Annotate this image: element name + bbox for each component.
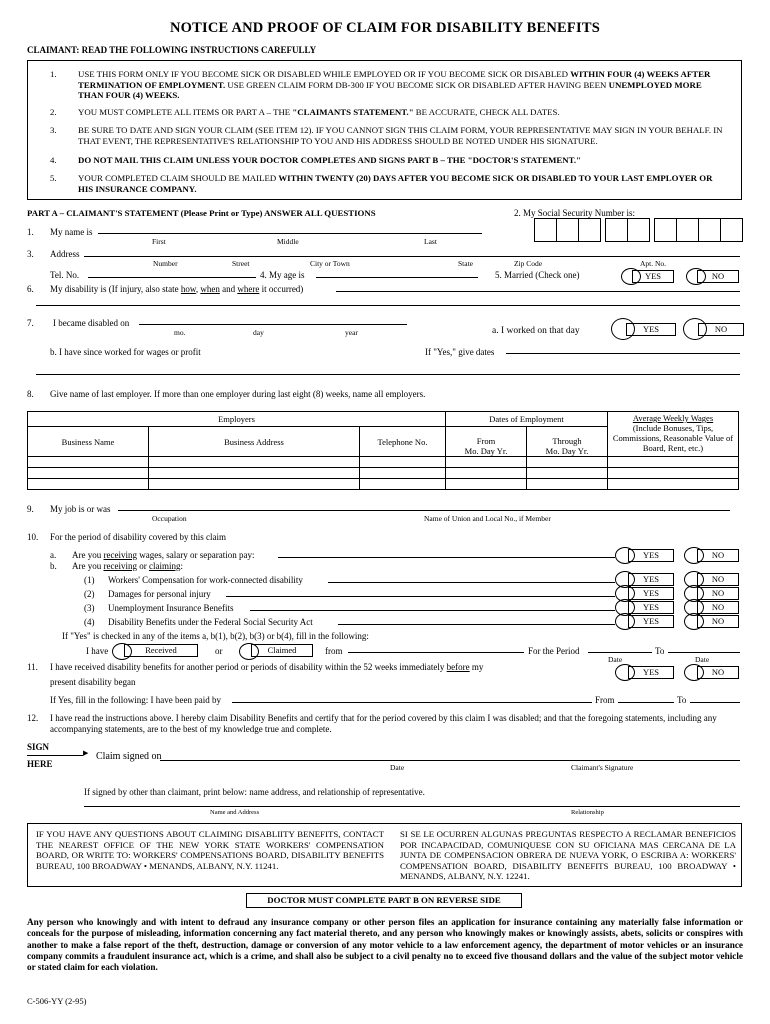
wages-no-box: NO (697, 549, 739, 562)
claim-signed-label: Claim signed on (96, 751, 162, 762)
received-box: Received (124, 644, 198, 657)
period-label: For the period of disability covered by this claim (50, 532, 226, 542)
first-name-caption: First (152, 237, 166, 246)
spanish-contact-text: SI SE LE OCURREN ALGUNAS PREGUNTAS RESPECTO A RECLAMAR BENEFICIOS POR INCAPACIDAD, COMUNIQUESE CON SU OFICIANA MAS CERCANA DE LA JUNTA DE COMPENSACION OBRERA DE NUEVA YORK, O ESCRIBA A: WORKERS' COMPENSATION BOARD, DISABILITY BENEFITS BUREAU, 100 BROADWAY • MENANDS, ALBANY, N.Y. 12241. (400, 829, 736, 881)
federal-ss-line (338, 624, 615, 625)
ssn-digit-box[interactable] (578, 218, 601, 242)
doctor-notice-box: DOCTOR MUST COMPLETE PART B ON REVERSE SIDE (246, 893, 522, 908)
instruction-1: USE THIS FORM ONLY IF YOU BECOME SICK OR DISABLED WHILE EMPLOYED OR IF YOU BECOME SICK OR DISABLED WITHIN FOUR (4) WEEKS AFTER TERMINATION OF EMPLOYMENT. USE GREEN CLAIM FORM DB-300 IF YOU BECOME SICK OR DISABLED AFTER HAVING BEEN UNEMPLOYED MORE THAN FOUR (4) WEEKS. (78, 69, 711, 100)
from-label: From (595, 695, 615, 705)
business-name-header: Business Name (28, 427, 149, 457)
dates-input-line-2[interactable] (36, 374, 740, 375)
if-yes-instruction: If "Yes" is checked in any of the items a, b(1), b(2), b(3) or b(4), fill in the following: (62, 631, 369, 641)
instruction-5: YOUR COMPLETED CLAIM SHOULD BE MAILED WITHIN TWENTY (20) DAYS AFTER YOU BECOME SICK OR DISABLED TO YOUR LAST EMPLOYER OR HIS INSURANCE COMPANY. (78, 173, 713, 194)
question-number: 11. (27, 662, 38, 672)
instruction-4: DO NOT MAIL THIS CLAIM UNLESS YOUR DOCTOR COMPLETES AND SIGNS PART B – THE "DOCTOR'S STATEMENT." (78, 155, 581, 165)
period-from-input[interactable] (588, 652, 652, 653)
married-label: 5. Married (Check one) (495, 270, 580, 280)
instruction-number: 2. (50, 107, 57, 117)
question-number: 1. (27, 227, 34, 237)
instruction-2: YOU MUST COMPLETE ALL ITEMS OR PART A – THE "CLAIMANTS STATEMENT." BE ACCURATE, CHECK ALL DATES. (78, 107, 560, 117)
married-no-box: NO (697, 270, 739, 283)
damages-label: Damages for personal injury (108, 589, 211, 599)
age-input[interactable] (316, 277, 478, 278)
signature-input[interactable] (160, 760, 740, 761)
table-row[interactable] (28, 457, 739, 468)
claimant-signature-caption: Claimant's Signature (571, 763, 634, 772)
city-caption: City or Town (310, 259, 350, 268)
employers-table (27, 411, 739, 490)
ssn-digit-box[interactable] (698, 218, 721, 242)
question-number: 8. (27, 389, 34, 399)
tel-input[interactable] (88, 277, 256, 278)
fraud-warning: Any person who knowingly and with intent to defraud any insurance company or other person files an application for insurance containing any materially false information or conceals for the purpose of misleading, information concerning any fact material thereto, and any person who knowingly makes or knowingly assists, abets, solicits or conspires with another to make a false report of the theft, destruction, damage or conversion of any motor vehicle to a law enforcement agency, the department of motor vehicles or an insurance company commits a fraudulent insurance act, which is a crime, and shall also be subject to a civil penalty no to exceed five thousand dollars and the value of the subject motor vehicle or stated claim for each violation. (27, 917, 743, 973)
date-caption: Date (608, 655, 623, 664)
tel-label: Tel. No. (50, 270, 80, 280)
representative-input[interactable] (84, 806, 740, 807)
last-employer-label: Give name of last employer. If more than one employer during last eight (8) weeks, name all employers. (50, 389, 426, 399)
ssn-digit-box[interactable] (676, 218, 699, 242)
b4-yes-box: YES (628, 615, 674, 628)
worked-that-day-label: a. I worked on that day (492, 326, 580, 336)
address-input[interactable] (84, 256, 740, 257)
certification-text: I have read the instructions above. I hereby claim Disability Benefits and certify that for the period covered by this claim I was disabled; and that the foregoing statements, including any accompanying statements, are to the best of my knowledge true and complete. (50, 713, 717, 734)
b2-yes-box: YES (628, 587, 674, 600)
business-address-header: Business Address (149, 427, 360, 457)
wages-header: Average Weekly Wages (Include Bonuses, Tips, Commissions, Reasonable Value of Board, Rent, etc.) (608, 412, 739, 457)
from-label: from (325, 646, 343, 656)
to-label: To (677, 695, 687, 705)
item-letter: b. (50, 561, 57, 571)
paid-by-label: If Yes, fill in the following: I have been paid by (50, 695, 221, 705)
number-caption: Number (153, 259, 178, 268)
relationship-caption: Relationship (571, 809, 604, 816)
sign-label: SIGN (27, 742, 50, 752)
ssn-label: 2. My Social Security Number is: (514, 208, 635, 218)
question-number: 3. (27, 249, 34, 259)
federal-ss-label: Disability Benefits under the Federal Social Security Act (108, 617, 313, 627)
paid-by-input[interactable] (232, 702, 592, 703)
job-label: My job is or was (50, 504, 111, 514)
item-number: (3) (84, 603, 95, 613)
table-row[interactable] (28, 468, 739, 479)
receiving-claiming-label: Are you receiving or claiming: (72, 561, 183, 571)
question-number: 12. (27, 713, 39, 723)
ssn-digit-box[interactable] (627, 218, 650, 242)
i-have-label: I have (86, 646, 109, 656)
disabled-on-label: I became disabled on (53, 318, 130, 328)
instruction-number: 1. (50, 69, 57, 79)
to-label: To (655, 646, 665, 656)
disability-input[interactable] (336, 291, 740, 292)
form-id: C-506-YY (2-95) (27, 996, 87, 1006)
unemployment-label: Unemployment Insurance Benefits (108, 603, 234, 613)
paid-to-input[interactable] (690, 702, 740, 703)
year-caption: year (345, 328, 358, 337)
wages-yes-box: YES (628, 549, 674, 562)
instruction-3: BE SURE TO DATE AND SIGN YOUR CLAIM (SEE ITEM 12). IF YOU CANNOT SIGN THIS CLAIM FORM, YOUR REPRESENTATIVE MAY SIGN IN YOUR BEHALF. IN THAT EVENT, THE REPRESENTATIVE'S RELATIONSHIP TO YOU AND HIS ADDRESS SHOULD BE NOTED UNDER HIS SIGNATURE. (78, 125, 723, 146)
since-worked-label: b. I have since worked for wages or profit (50, 347, 201, 357)
b1-yes-box: YES (628, 573, 674, 586)
day-caption: day (253, 328, 264, 337)
give-dates-label: If "Yes," give dates (425, 347, 495, 357)
zip-caption: Zip Code (514, 259, 543, 268)
name-label: My name is (50, 227, 93, 237)
instruction-number: 3. (50, 125, 57, 135)
instruction-number: 4. (50, 155, 57, 165)
b4-no-box: NO (697, 615, 739, 628)
ssn-digit-box[interactable] (534, 218, 557, 242)
apt-caption: Apt. No. (640, 259, 667, 268)
paid-from-input[interactable] (618, 702, 674, 703)
for-period-label: For the Period (528, 646, 580, 656)
date-caption: Date (390, 763, 405, 772)
month-caption: mo. (174, 328, 186, 337)
name-address-caption: Name and Address (210, 809, 260, 816)
disability-label: My disability is (If injury, also state how, when and where it occurred) (50, 284, 304, 294)
question-number: 7. (27, 318, 34, 328)
street-caption: Street (232, 259, 250, 268)
or-label: or (215, 646, 223, 656)
ssn-digit-box[interactable] (654, 218, 677, 242)
item-number: (4) (84, 617, 95, 627)
q11-no-box: NO (697, 666, 739, 679)
from-input[interactable] (348, 652, 524, 653)
worked-yes-box: YES (626, 323, 676, 336)
b1-no-box: NO (697, 573, 739, 586)
from-header: From Mo. Day Yr. (446, 427, 527, 457)
middle-name-caption: Middle (277, 237, 299, 246)
q11-yes-box: YES (628, 666, 674, 679)
question-number: 6. (27, 284, 34, 294)
age-label: 4. My age is (260, 270, 305, 280)
through-header: Through Mo. Day Yr. (527, 427, 608, 457)
workers-comp-line (328, 582, 615, 583)
last-name-caption: Last (424, 237, 437, 246)
representative-instruction: If signed by other than claimant, print below: name address, and relationship of representative. (84, 787, 425, 797)
item-number: (2) (84, 589, 95, 599)
instructions-heading: CLAIMANT: READ THE FOLLOWING INSTRUCTIONS CAREFULLY (27, 45, 317, 55)
b3-no-box: NO (697, 601, 739, 614)
union-caption: Name of Union and Local No., if Member (424, 514, 551, 523)
workers-comp-label: Workers' Compensation for work-connected disability (108, 575, 303, 585)
receiving-wages-label: Are you receiving wages, salary or separation pay: (72, 550, 255, 560)
dates-input[interactable] (506, 353, 740, 354)
disability-began-label: present disability began (50, 677, 136, 687)
arrow-head-icon: ▶ (83, 749, 89, 757)
b3-yes-box: YES (628, 601, 674, 614)
ssn-digit-box[interactable] (556, 218, 579, 242)
form-title: NOTICE AND PROOF OF CLAIM FOR DISABILITY BENEFITS (170, 20, 600, 36)
ssn-digit-box[interactable] (720, 218, 743, 242)
b2-no-box: NO (697, 587, 739, 600)
disability-input-line-2[interactable] (36, 305, 740, 306)
address-label: Address (50, 249, 80, 259)
period-to-input[interactable] (668, 652, 740, 653)
part-a-heading: PART A – CLAIMANT'S STATEMENT (Please Print or Type) ANSWER ALL QUESTIONS (27, 208, 376, 218)
worked-no-box: NO (698, 323, 744, 336)
other-benefits-label: I have received disability benefits for another period or periods of disability within the 52 weeks immediately before my (50, 662, 484, 672)
item-letter: a. (50, 550, 57, 560)
dates-header: Dates of Employment (446, 412, 608, 427)
state-caption: State (458, 259, 473, 268)
ssn-digit-box[interactable] (605, 218, 628, 242)
disabled-date-input[interactable] (139, 324, 407, 325)
damages-line (226, 596, 615, 597)
question-number: 9. (27, 504, 34, 514)
receiving-wages-line (278, 557, 615, 558)
date-caption: Date (695, 655, 710, 664)
telephone-header: Telephone No. (360, 427, 446, 457)
name-input[interactable] (98, 233, 482, 234)
employers-header: Employers (28, 412, 446, 427)
question-number: 10. (27, 532, 39, 542)
married-yes-box: YES (632, 270, 674, 283)
instruction-number: 5. (50, 173, 57, 183)
unemployment-line (250, 610, 615, 611)
occupation-caption: Occupation (152, 514, 187, 523)
job-input[interactable] (118, 510, 730, 511)
item-number: (1) (84, 575, 95, 585)
claimed-box: Claimed (251, 644, 313, 657)
here-label: HERE (27, 759, 53, 769)
sign-here-arrow-line (27, 755, 83, 756)
english-contact-text: IF YOU HAVE ANY QUESTIONS ABOUT CLAIMING DISABLIITY BENEFITS, CONTACT THE NEAREST OFFICE OF THE NEW YORK STATE WORKERS' COMPENSATION BOARD, OR WRITE TO: WORKERS' COMPENSATIONS BOARD, DISABILITY BENEFITS BUREAU, 100 BROADWAY • MENANDS, ALBANY, N.Y. 11241. (36, 829, 384, 871)
table-row[interactable] (28, 479, 739, 490)
